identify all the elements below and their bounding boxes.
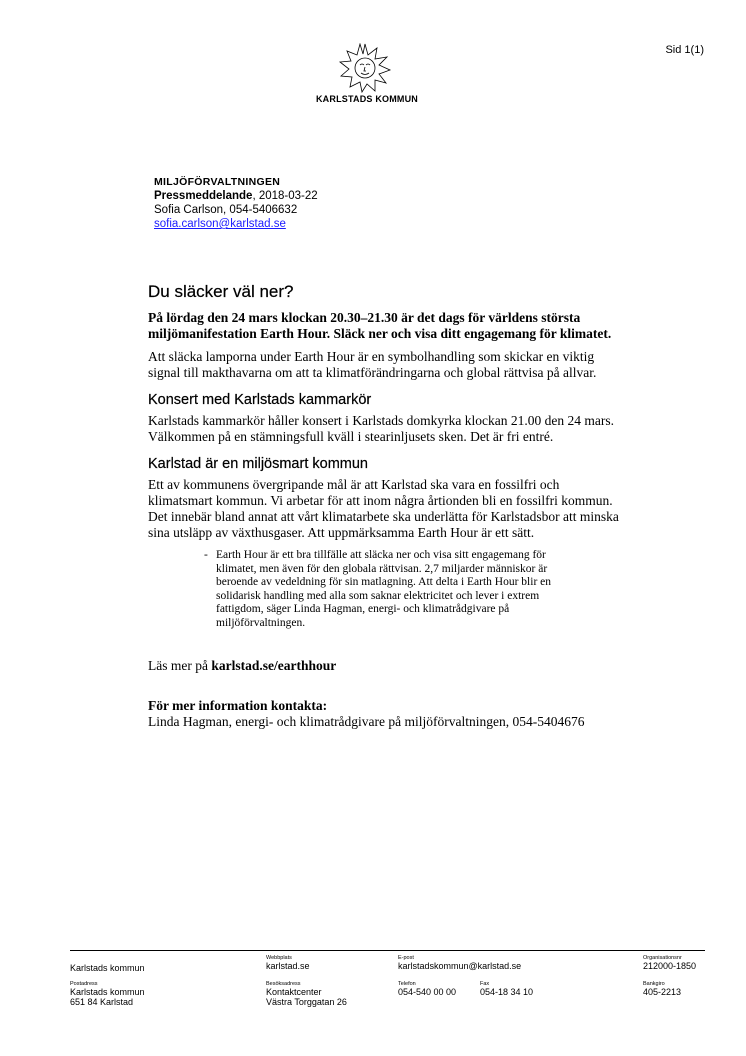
section-text-concert: Karlstads kammarkör håller konsert i Karlstads domkyrka klockan 21.00 den 24 mars. Välkommen på en stämningsfull kväll i stearinljusets sken. Det är fri entré. xyxy=(148,413,615,444)
quote-dash: - xyxy=(204,549,208,561)
footer-fax xyxy=(480,981,533,997)
footer-fax-label: Fax xyxy=(480,981,490,987)
footer-postal-label: Postadress xyxy=(70,981,98,987)
footer-bankgiro-value: 405-2213 xyxy=(643,987,682,997)
footer-bankgiro xyxy=(643,981,681,997)
contact-email-link[interactable]: sofia.carlson@karlstad.se xyxy=(154,218,286,230)
footer-phone-label: Telefon xyxy=(398,981,416,987)
footer-postal xyxy=(70,981,145,1007)
footer-web-label: Webbplats xyxy=(266,955,292,961)
footer-postal-line1: Karlstads kommun xyxy=(70,987,145,997)
press-label: Pressmeddelande xyxy=(154,190,253,202)
article-body xyxy=(148,284,620,730)
footer-visit xyxy=(266,981,347,1007)
info-heading: För mer information kontakta: xyxy=(148,698,328,713)
footer-phone-value: 054-540 00 00 xyxy=(398,987,457,997)
article-intro: Att släcka lamporna under Earth Hour är en symbolhandling som skickar en viktig signal till makthavarna om att ta klimatförändringarna och global rättvisa på allvar. xyxy=(148,349,597,380)
footer-email-value[interactable]: karlstadskommun@karlstad.se xyxy=(398,961,522,971)
sender-block xyxy=(154,175,318,231)
footer-email xyxy=(398,955,521,971)
quote-text: Earth Hour är ett bra tillfälle att släcka ner och visa sitt engagemang för klimatet, men även för den globala rättvisan. 2,7 miljarder människor är beroende av vedeldning för sin matlagning. Att delta i Earth Hour blir en solidarisk handling med alla som saknar elektricitet och lever i extrem fattigdom, säger Linda Hagman, energi- och klimatrådgivare på miljöförvaltningen. xyxy=(216,549,552,629)
footer-web-value[interactable]: karlstad.se xyxy=(266,961,310,971)
footer-email-label: E-post xyxy=(398,955,414,961)
footer-orgnr xyxy=(643,955,696,971)
footer-fax-value: 054-18 34 10 xyxy=(480,987,534,997)
footer-orgnr-value: 212000-1850 xyxy=(643,961,697,971)
quote-block xyxy=(204,549,568,630)
footer-org-name: Karlstads kommun xyxy=(70,963,145,973)
footer-web xyxy=(266,955,310,971)
press-line xyxy=(154,189,318,203)
article-lead: På lördag den 24 mars klockan 20.30–21.30 är det dags för världens största miljömanifestation Earth Hour. Släck ner och visa ditt engagemang för klimatet. xyxy=(148,310,612,341)
section-heading-environment: Karlstad är en miljösmart kommun xyxy=(148,456,368,472)
read-more-prefix: Läs mer på xyxy=(148,658,212,673)
footer-phone xyxy=(398,981,456,997)
footer-visit-line1: Kontaktcenter xyxy=(266,987,322,997)
footer-visit-line2: Västra Torggatan 26 xyxy=(266,997,347,1007)
footer-orgnr-label: Organisationsnr xyxy=(643,955,682,961)
press-date: , 2018-03-22 xyxy=(252,190,318,202)
info-contact: Linda Hagman, energi- och klimatrådgivare på miljöförvaltningen, 054-5404676 xyxy=(148,714,585,729)
footer-bankgiro-label: Bankgiro xyxy=(643,981,665,987)
contact-line: Sofia Carlson, 054-5406632 xyxy=(154,204,298,216)
read-more-line xyxy=(148,658,620,674)
footer-divider xyxy=(70,950,705,951)
read-more-link[interactable]: karlstad.se/earthhour xyxy=(211,658,337,673)
footer-postal-line2: 651 84 Karlstad xyxy=(70,997,134,1007)
page-number: Sid 1(1) xyxy=(665,44,704,56)
section-text-environment: Ett av kommunens övergripande mål är att Karlstad ska vara en fossilfri och klimatsmart kommun. Vi arbetar för att inom några årtionden bli en fossilfri kommun. Det innebär bland annat att vårt klimatarbete ska underlätta för Karlstadsbor att minska sina utsläpp av växthusgaser. Att uppmärksamma Earth Hour är ett sätt. xyxy=(148,477,619,540)
section-heading-concert: Konsert med Karlstads kammarkör xyxy=(148,392,372,408)
karlstad-sun-logo xyxy=(336,43,394,93)
logo-text: KARLSTADS KOMMUN xyxy=(315,94,419,104)
department-name: MILJÖFÖRVALTNINGEN xyxy=(154,176,281,188)
article-title: Du släcker väl ner? xyxy=(148,282,294,301)
footer-visit-label: Besöksadress xyxy=(266,981,301,987)
